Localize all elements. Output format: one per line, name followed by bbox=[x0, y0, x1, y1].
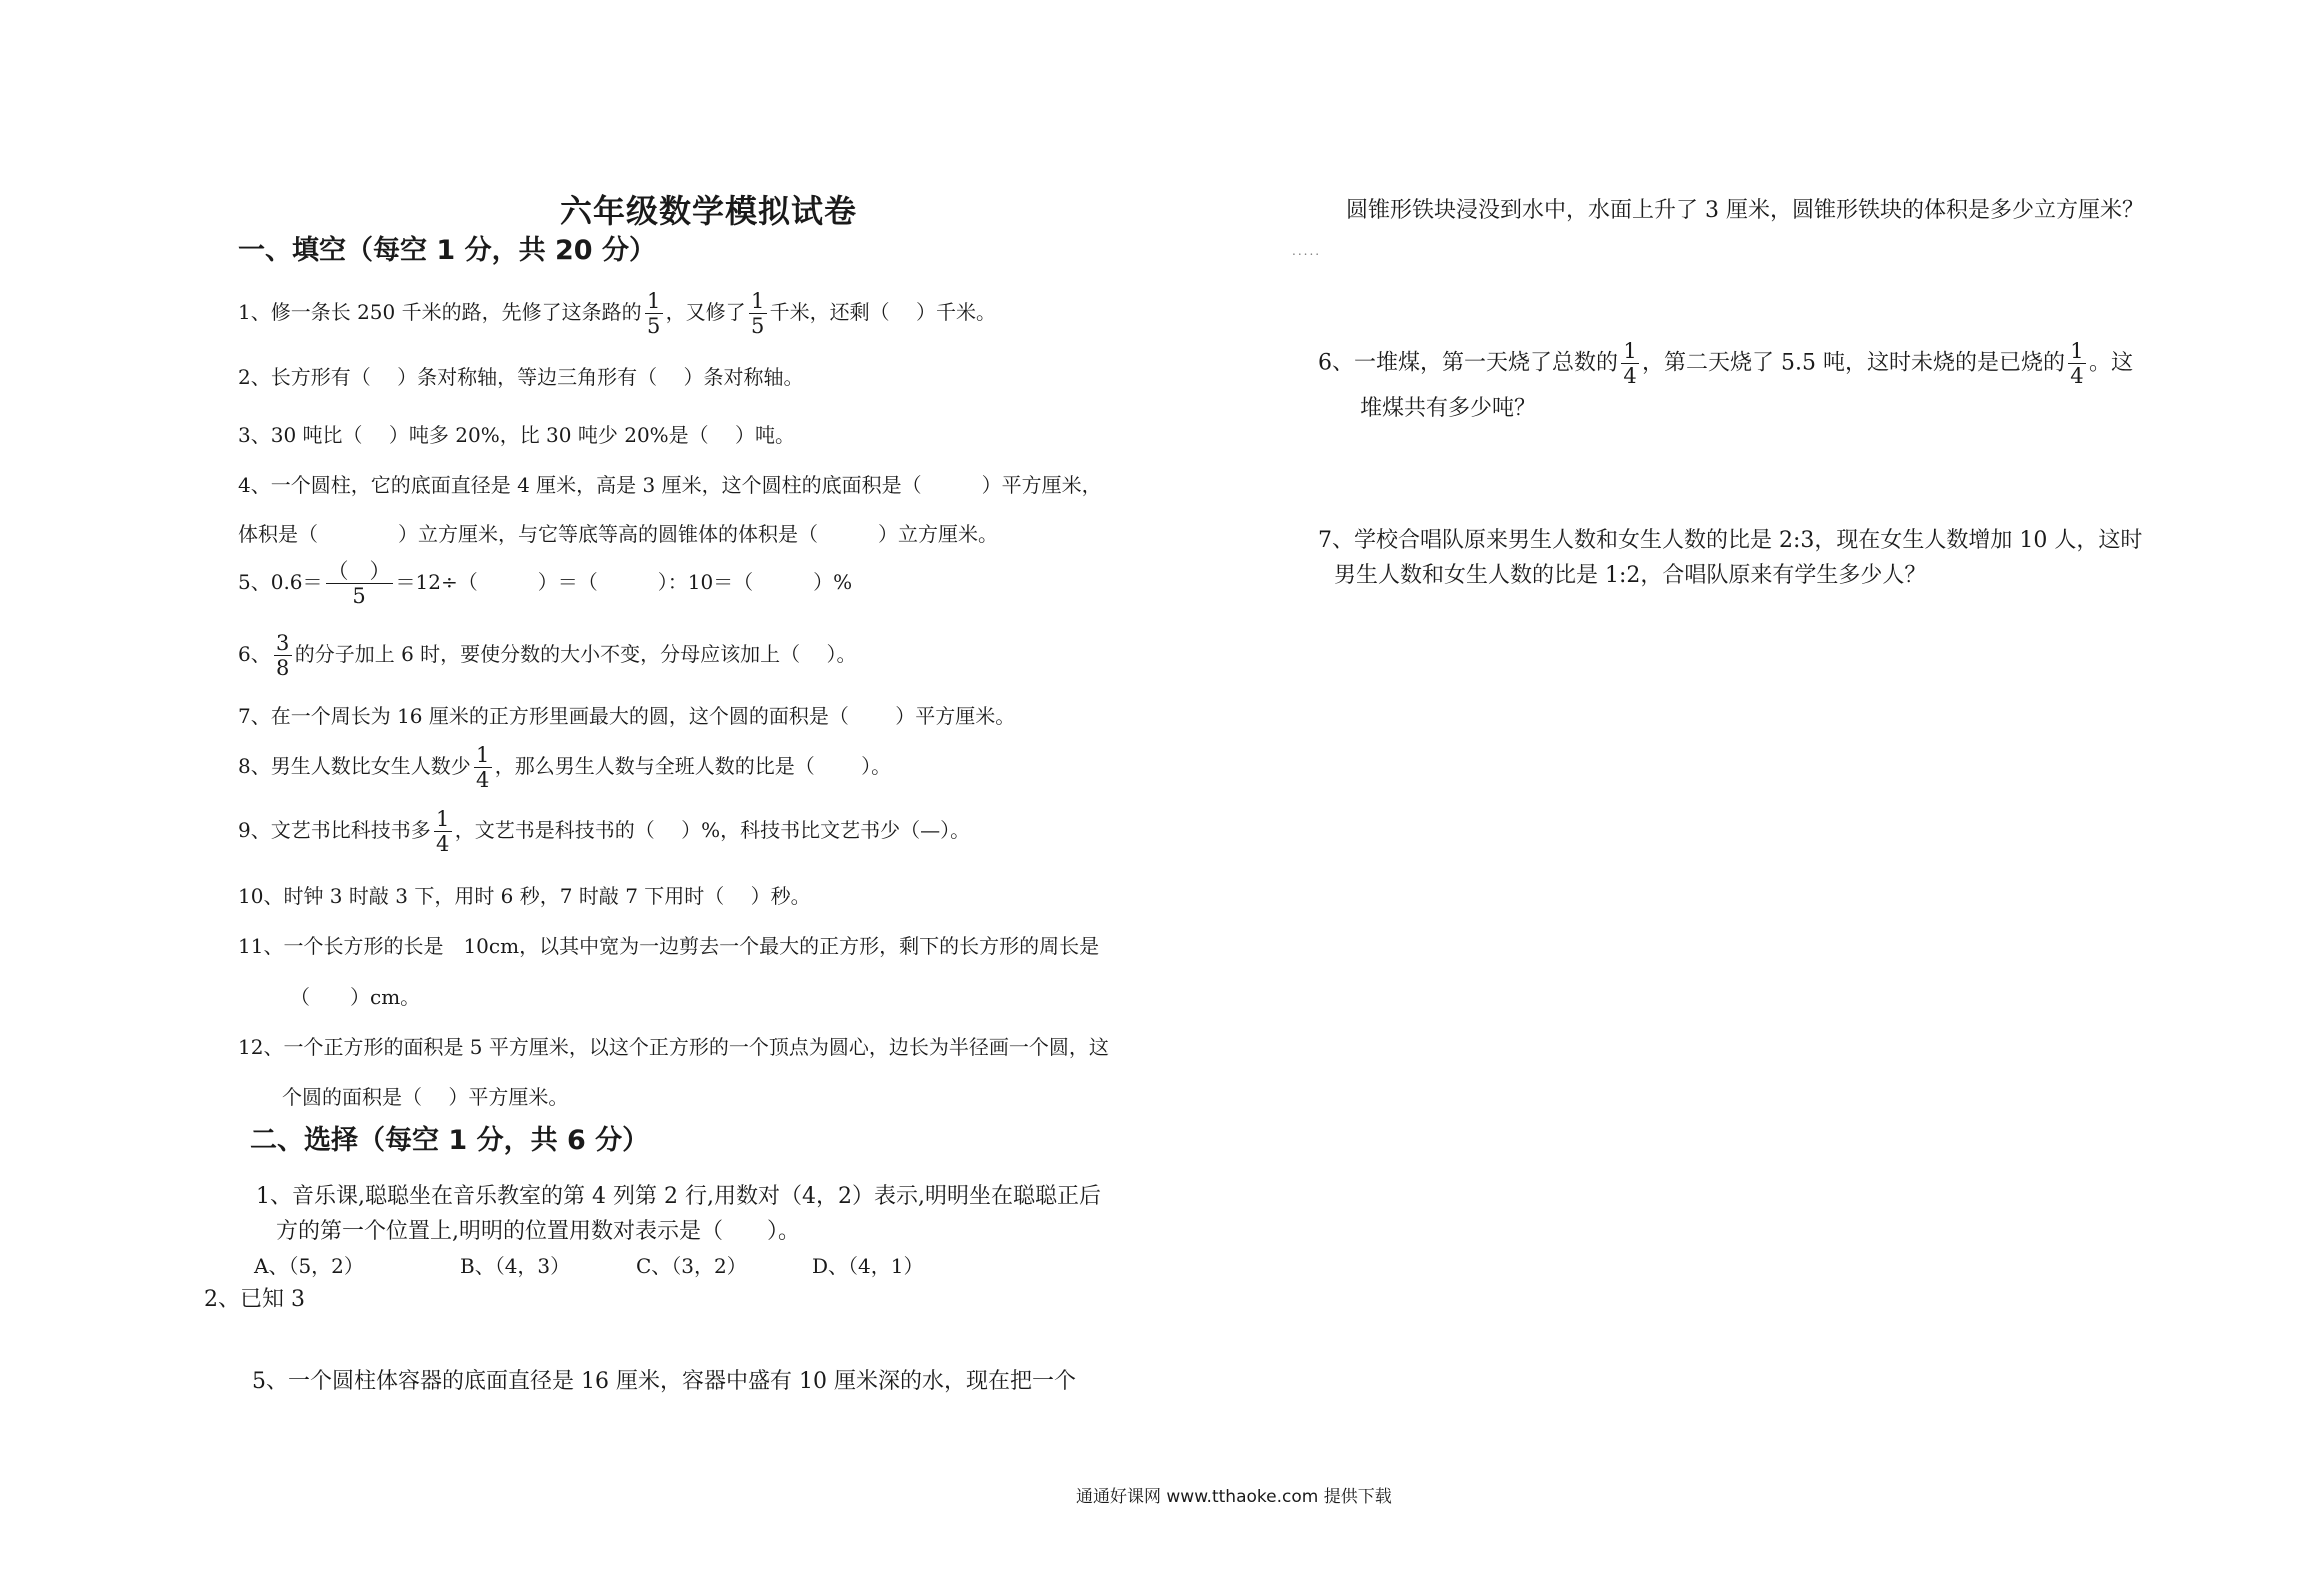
q8-text-b: ，那么男生人数与全班人数的比是（ ）。 bbox=[494, 754, 892, 779]
fraction bbox=[274, 632, 292, 679]
q9-text-b: ，文艺书是科技书的（ ）%，科技书比文艺书少（—）。 bbox=[454, 818, 971, 843]
page-title: 六年级数学模拟试卷 bbox=[560, 192, 858, 230]
question-right-7-line1: 7、学校合唱队原来男生人数和女生人数的比是 2:3，现在女生人数增加 10 人，这时 bbox=[1318, 528, 2143, 553]
q8-text-a: 8、男生人数比女生人数少 bbox=[238, 754, 471, 779]
numerator: 1 bbox=[645, 290, 663, 314]
question-1-3: 3、30 吨比（ ）吨多 20%，比 30 吨少 20%是（ ）吨。 bbox=[238, 423, 796, 447]
question-right-6-line2: 堆煤共有多少吨？ bbox=[1360, 396, 1537, 421]
q5-text-a: 5、0.6＝ bbox=[238, 570, 323, 595]
question-1-9 bbox=[238, 808, 970, 855]
question-1-7: 7、在一个周长为 16 厘米的正方形里画最大的圆，这个圆的面积是（ ）平方厘米。 bbox=[238, 704, 1016, 728]
section-2-heading: 二、选择（每空 1 分，共 6 分） bbox=[250, 1125, 650, 1156]
question-1-10: 10、时钟 3 时敲 3 下，用时 6 秒，7 时敲 7 下用时（ ）秒。 bbox=[238, 884, 811, 908]
option-c: C、（3，2） bbox=[636, 1254, 747, 1278]
q9-text-a: 9、文艺书比科技书多 bbox=[238, 818, 431, 843]
question-1-8 bbox=[238, 744, 891, 791]
fraction bbox=[2068, 340, 2086, 387]
denominator: 5 bbox=[646, 314, 661, 339]
question-2-5-continued: 圆锥形铁块浸没到水中，水面上升了 3 厘米，圆锥形铁块的体积是多少立方厘米？ bbox=[1346, 198, 2144, 223]
question-1-11-line1: 11、一个长方形的长是 10cm，以其中宽为一边剪去一个最大的正方形，剩下的长方形的周长是 bbox=[238, 934, 1100, 958]
r6-text-a: 6、一堆煤，第一天烧了总数的 bbox=[1318, 350, 1618, 376]
question-1-2: 2、长方形有（ ）条对称轴，等边三角形有（ ）条对称轴。 bbox=[238, 365, 804, 389]
question-1-4-line2: 体积是（ ）立方厘米，与它等底等高的圆锥体的体积是（ ）立方厘米。 bbox=[238, 522, 998, 546]
denominator: 8 bbox=[276, 656, 290, 681]
question-1-11-line2: （ ）cm。 bbox=[290, 985, 421, 1009]
fraction bbox=[434, 808, 452, 855]
q5-text-b: ＝12÷（ ）＝（ ）：10＝（ ）% bbox=[395, 570, 853, 595]
question-right-6 bbox=[1318, 340, 2133, 387]
fraction bbox=[645, 290, 663, 337]
numerator: 3 bbox=[274, 632, 292, 656]
denominator: 4 bbox=[2070, 364, 2084, 389]
numerator: 1 bbox=[2068, 340, 2086, 364]
denominator: 5 bbox=[750, 314, 765, 339]
option-b: B、（4，3） bbox=[460, 1254, 571, 1278]
option-a: A、（5，2） bbox=[254, 1254, 364, 1278]
q6-text: 的分子加上 6 时，要使分数的大小不变，分母应该加上（ ）。 bbox=[294, 642, 857, 667]
fraction bbox=[749, 290, 767, 337]
denominator: 4 bbox=[436, 832, 450, 857]
question-1-1 bbox=[238, 290, 996, 337]
faint-dots: ..... bbox=[1292, 244, 1322, 258]
denominator: 4 bbox=[476, 768, 490, 793]
question-1-12-line1: 12、一个正方形的面积是 5 平方厘米，以这个正方形的一个顶点为圆心，边长为半径画一个圆，这 bbox=[238, 1035, 1109, 1059]
footer-source: 通通好课网 www.tthaoke.com 提供下载 bbox=[1076, 1487, 1392, 1507]
q6-num-label: 6、 bbox=[238, 642, 271, 667]
section-1-heading: 一、填空（每空 1 分，共 20 分） bbox=[238, 235, 656, 266]
q1-text-a: 1、修一条长 250 千米的路，先修了这条路的 bbox=[238, 300, 642, 325]
denominator: 4 bbox=[1623, 364, 1637, 389]
question-2-5-line1: 5、一个圆柱体容器的底面直径是 16 厘米，容器中盛有 10 厘米深的水，现在把一个 bbox=[252, 1369, 1076, 1394]
numerator: 1 bbox=[434, 808, 452, 832]
q1-text-c: 千米，还剩（ ）千米。 bbox=[769, 300, 996, 325]
numerator: （ ） bbox=[327, 559, 391, 583]
q1-text-b: ，又修了 bbox=[665, 300, 746, 325]
question-2-1-line1: 1、音乐课,聪聪坐在音乐教室的第 4 列第 2 行,用数对（4，2）表示,明明坐在聪聪正后 bbox=[256, 1184, 1101, 1209]
numerator: 1 bbox=[1621, 340, 1639, 364]
fraction bbox=[1621, 340, 1639, 387]
r6-text-c: 。这 bbox=[2088, 350, 2133, 376]
question-right-7-line2: 男生人数和女生人数的比是 1:2，合唱队原来有学生多少人？ bbox=[1334, 563, 1927, 588]
fraction bbox=[326, 560, 393, 607]
question-2-1-line2: 方的第一个位置上,明明的位置用数对表示是（ ）。 bbox=[276, 1219, 800, 1244]
numerator: 1 bbox=[749, 290, 767, 314]
r6-text-b: ，第二天烧了 5.5 吨，这时未烧的是已烧的 bbox=[1642, 350, 2065, 376]
denominator: 5 bbox=[352, 584, 366, 609]
question-1-6 bbox=[238, 632, 857, 679]
question-1-5 bbox=[238, 560, 852, 607]
option-d: D、（4，1） bbox=[812, 1254, 924, 1278]
numerator: 1 bbox=[474, 744, 492, 768]
question-2-2: 2、已知 3 bbox=[204, 1287, 305, 1312]
fraction bbox=[474, 744, 492, 791]
question-1-12-line2: 个圆的面积是（ ）平方厘米。 bbox=[282, 1085, 569, 1109]
question-1-4-line1: 4、一个圆柱，它的底面直径是 4 厘米，高是 3 厘米，这个圆柱的底面积是（ ）平方厘米， bbox=[238, 473, 1102, 497]
